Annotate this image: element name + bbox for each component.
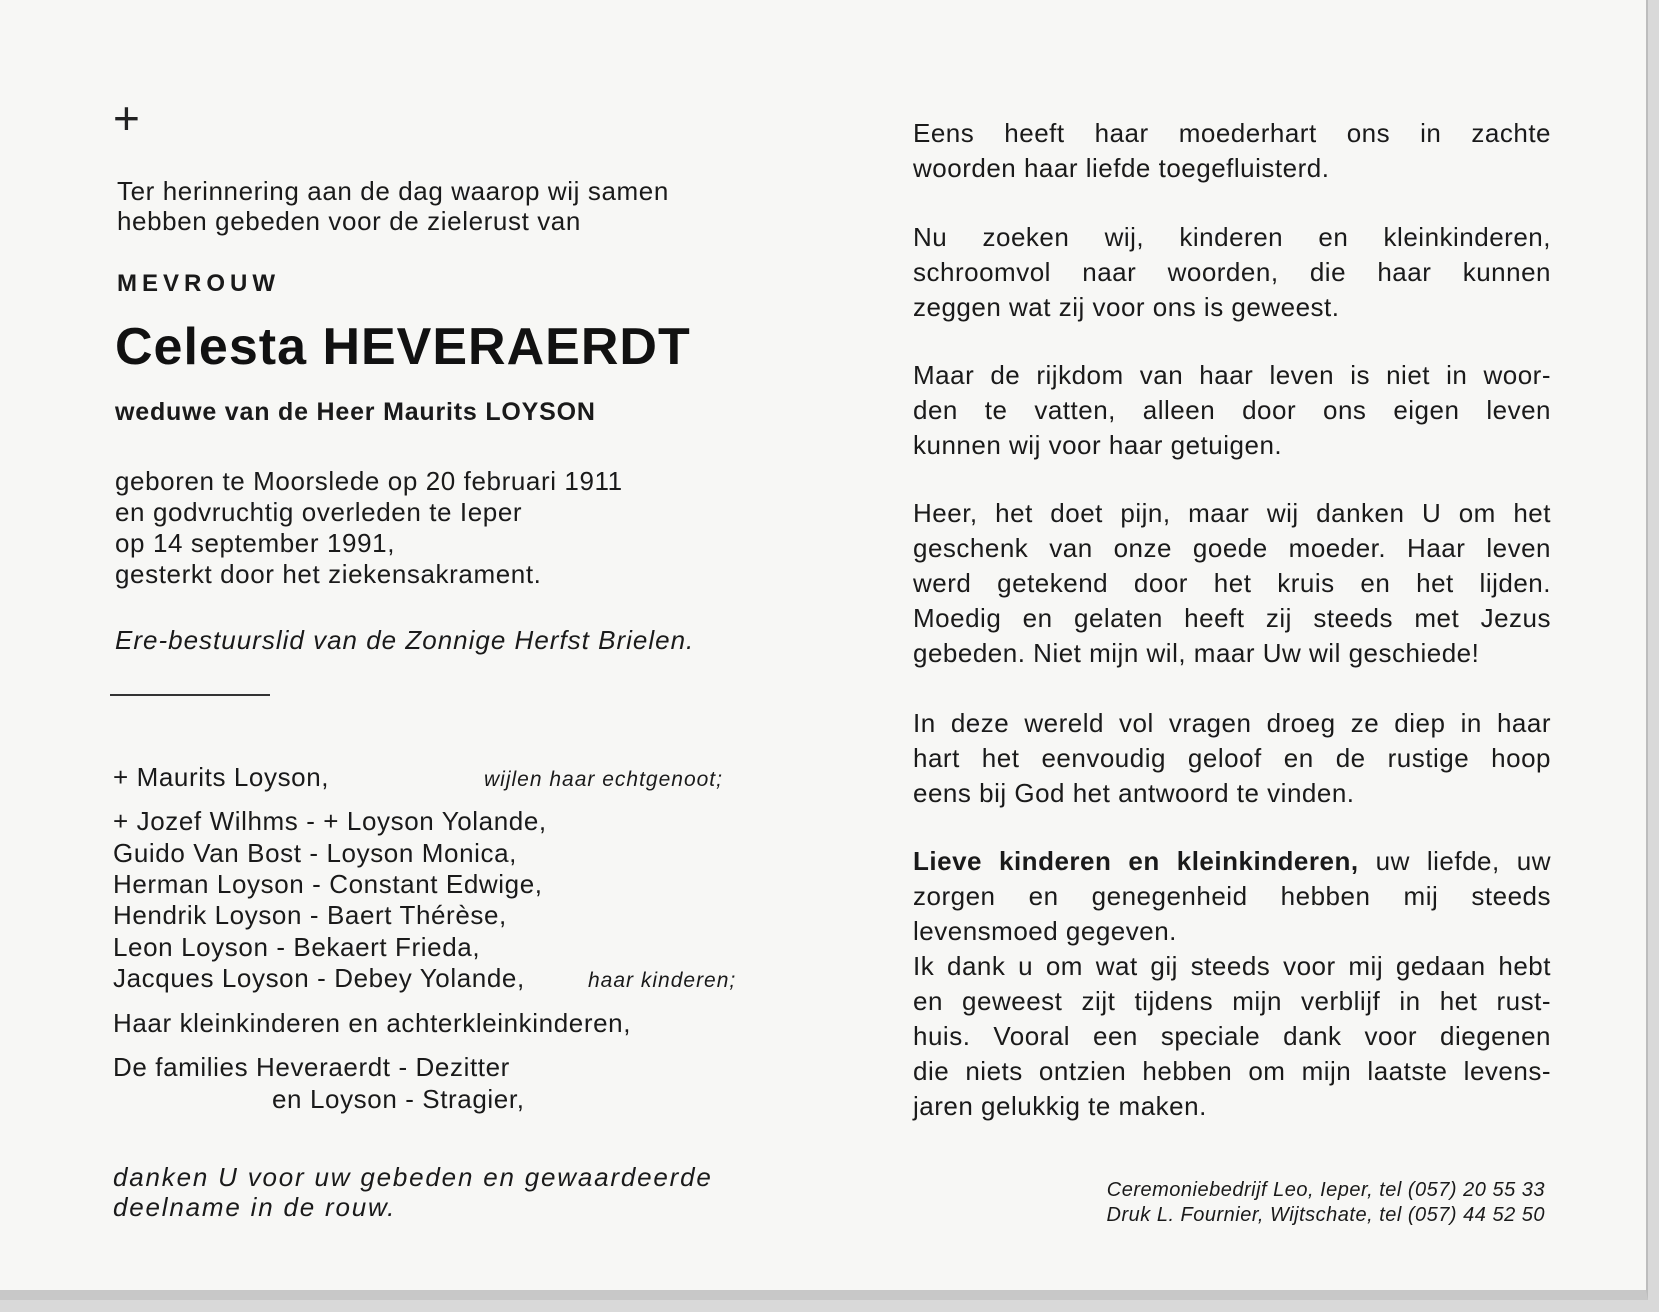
- honorary-title: Ere-bestuurslid van de Zonnige Herfst Brielen.: [115, 625, 695, 655]
- children-note: haar kinderen;: [588, 969, 737, 992]
- text-line: jaren gelukkig te maken.: [913, 1091, 1207, 1121]
- text-line: zeggen wat zij voor ons is geweest.: [913, 292, 1340, 322]
- divider: [110, 694, 270, 696]
- closing-text: [113, 1162, 713, 1222]
- paragraph-4: [913, 496, 1551, 671]
- bold-intro: Lieve kinderen en kleinkinderen,: [913, 846, 1359, 876]
- text-line: Maar de rijkdom van haar leven is niet in woor-: [913, 360, 1551, 390]
- text-line: huis. Vooral een speciale dank voor diegenen: [913, 1021, 1551, 1051]
- info-line: gesterkt door het ziekensakrament.: [115, 559, 542, 589]
- closing-line: deelname in de rouw.: [113, 1192, 397, 1222]
- text-line: [913, 844, 1551, 879]
- family-child: Jacques Loyson - Debey Yolande,: [113, 963, 525, 993]
- paragraph-6: [913, 844, 1551, 1124]
- paragraph-1: [913, 116, 1551, 186]
- family-child: Hendrik Loyson - Baert Thérèse,: [113, 900, 507, 930]
- text-line: zorgen en genegenheid hebben mij steeds: [913, 881, 1551, 911]
- text-line: eens bij God het antwoord te vinden.: [913, 778, 1355, 808]
- birth-death-info: [115, 466, 623, 590]
- spouse-note: wijlen haar echtgenoot;: [484, 768, 723, 791]
- text-line: Heer, het doet pijn, maar wij danken U om het: [913, 498, 1551, 528]
- printer-credits: [1040, 1178, 1545, 1228]
- text-line: Ik dank u om wat gij steeds voor mij gedaan hebt: [913, 951, 1551, 981]
- info-line: geboren te Moorslede op 20 februari 1911: [115, 466, 623, 496]
- families-line: en Loyson - Stragier,: [272, 1084, 525, 1114]
- text-line: den te vatten, alleen door ons eigen leven: [913, 395, 1551, 425]
- text-line: gebeden. Niet mijn wil, maar Uw wil geschiede!: [913, 638, 1480, 668]
- family-child: Leon Loyson - Bekaert Frieda,: [113, 932, 481, 962]
- text-line: In deze wereld vol vragen droeg ze diep in haar: [913, 708, 1551, 738]
- text-line: geschenk van onze goede moeder. Haar leven: [913, 533, 1551, 563]
- deceased-name: Celesta HEVERAERDT: [115, 318, 691, 376]
- intro-rest: uw liefde, uw: [1358, 846, 1551, 876]
- credit-line: Ceremoniebedrijf Leo, Ieper, tel (057) 20 55 33: [1106, 1179, 1545, 1201]
- text-line: levensmoed gegeven.: [913, 916, 1177, 946]
- text-line: kunnen wij voor haar getuigen.: [913, 430, 1283, 460]
- info-line: op 14 september 1991,: [115, 528, 396, 558]
- info-line: en godvruchtig overleden te Ieper: [115, 497, 523, 527]
- intro-line: Ter herinnering aan de dag waarop wij samen: [117, 176, 669, 206]
- text-line: hart het eenvoudig geloof en de rustige hoop: [913, 743, 1551, 773]
- family-spouse: + Maurits Loyson,: [113, 762, 330, 792]
- family-child: Guido Van Bost - Loyson Monica,: [113, 838, 517, 868]
- intro-line: hebben gebeden voor de zielerust van: [117, 206, 581, 236]
- text-line: en geweest zijt tijdens mijn verblijf in het rust-: [913, 986, 1551, 1016]
- grandchildren-line: Haar kleinkinderen en achterkleinkinderen,: [113, 1008, 632, 1038]
- text-line: schroomvol naar woorden, die haar kunnen: [913, 257, 1551, 287]
- paragraph-2: [913, 220, 1551, 325]
- closing-line: danken U voor uw gebeden en gewaardeerde: [113, 1162, 713, 1192]
- intro-text: [117, 176, 669, 236]
- cross-icon: +: [113, 92, 140, 144]
- spouse-line: weduwe van de Heer Maurits LOYSON: [115, 398, 596, 426]
- credit-line: Druk L. Fournier, Wijtschate, tel (057) 44 52 50: [1106, 1204, 1545, 1226]
- paragraph-5: [913, 706, 1551, 811]
- text-line: woorden haar liefde toegefluisterd.: [913, 153, 1330, 183]
- salutation: MEVROUW: [117, 270, 280, 297]
- family-child: Herman Loyson - Constant Edwige,: [113, 869, 543, 899]
- text-line: Nu zoeken wij, kinderen en kleinkinderen,: [913, 222, 1551, 252]
- text-line: Eens heeft haar moederhart ons in zachte: [913, 118, 1551, 148]
- paragraph-3: [913, 358, 1551, 463]
- family-child: + Jozef Wilhms - + Loyson Yolande,: [113, 806, 547, 836]
- families-line: De families Heveraerdt - Dezitter: [113, 1052, 510, 1082]
- text-line: Moedig en gelaten heeft zij steeds met Jezus: [913, 603, 1551, 633]
- text-line: die niets ontzien hebben om mijn laatste levens-: [913, 1056, 1551, 1086]
- text-line: werd getekend door het kruis en het lijden.: [913, 568, 1551, 598]
